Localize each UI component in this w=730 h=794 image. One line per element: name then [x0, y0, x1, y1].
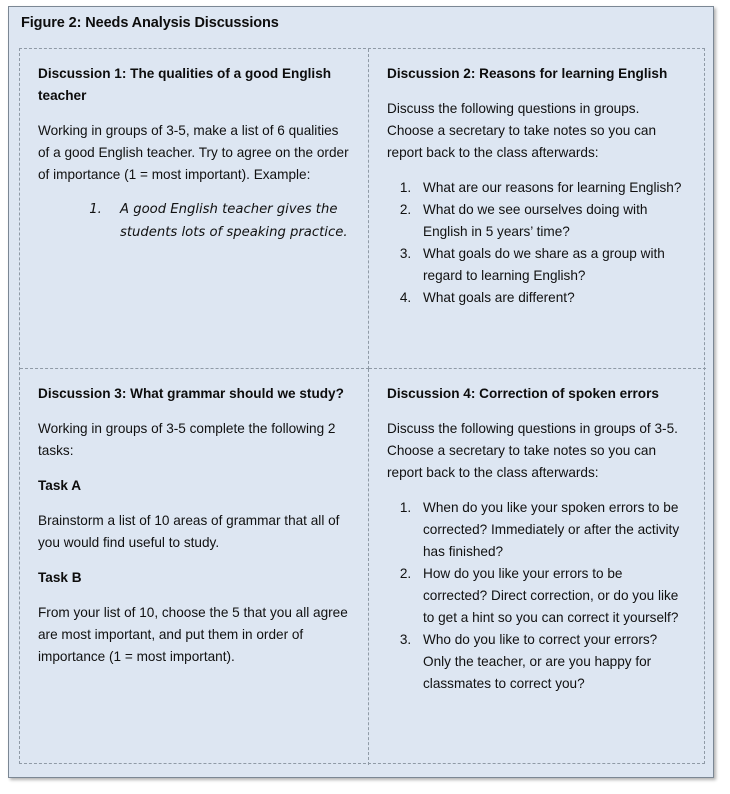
list-item: 2. How do you like your errors to be corrected? Direct correction, or do you like to get a hint so you can correct it yourself?: [415, 563, 688, 629]
discussion-3-task-a-text: Brainstorm a list of 10 areas of grammar that all of you would find useful to study.: [38, 513, 340, 551]
discussion-3-task-b-text: From your list of 10, choose the 5 that you all agree are most important, and put them in order of importance (1 = most important).: [38, 605, 348, 665]
figure-container: [8, 6, 714, 778]
discussion-3-task-b-label: Task B: [38, 570, 82, 586]
discussions-grid: [19, 48, 705, 764]
list-item: 3. Who do you like to correct your errors? Only the teacher, or are you happy for classmates to correct you?: [415, 629, 688, 695]
discussion-2-instructions: Discuss the following questions in groups. Choose a secretary to take notes so you can report back to the class afterwards:: [387, 101, 657, 161]
discussion-cell-2: [369, 49, 706, 369]
discussion-1-heading: Discussion 1: The qualities of a good English teacher: [38, 66, 332, 104]
discussion-cell-3: [20, 369, 369, 765]
discussion-3-instructions: Working in groups of 3-5 complete the following 2 tasks:: [38, 421, 336, 459]
discussion-2-question-list: [387, 177, 688, 309]
discussion-3-task-a-label: Task A: [38, 478, 82, 494]
discussion-3-heading: Discussion 3: What grammar should we study?: [38, 386, 344, 401]
discussion-4-instructions: Discuss the following questions in groups of 3-5. Choose a secretary to take notes so you can report back to the class afterwards:: [387, 421, 678, 481]
list-item: 1. A good English teacher gives the students lots of speaking practice.: [106, 199, 350, 244]
list-item: 3. What goals do we share as a group with regard to learning English?: [415, 243, 688, 287]
discussion-1-example-list: [38, 199, 350, 244]
discussion-1-instructions: Working in groups of 3-5, make a list of 6 qualities of a good English teacher. Try to agree on the order of importance (1 = most important). Example:: [38, 123, 349, 183]
discussion-4-heading: Discussion 4: Correction of spoken errors: [387, 386, 659, 401]
discussion-4-question-list: [387, 497, 688, 695]
list-item: 2. What do we see ourselves doing with English in 5 years’ time?: [415, 199, 688, 243]
discussion-cell-1: [20, 49, 369, 369]
discussion-2-heading: Discussion 2: Reasons for learning English: [387, 66, 668, 81]
figure-title: Figure 2: Needs Analysis Discussions: [21, 15, 279, 31]
discussion-cell-4: [369, 369, 706, 765]
list-item: 1. What are our reasons for learning English?: [415, 177, 688, 199]
list-item: 4. What goals are different?: [415, 287, 688, 309]
list-item: 1. When do you like your spoken errors to be corrected? Immediately or after the activity has finished?: [415, 497, 688, 563]
